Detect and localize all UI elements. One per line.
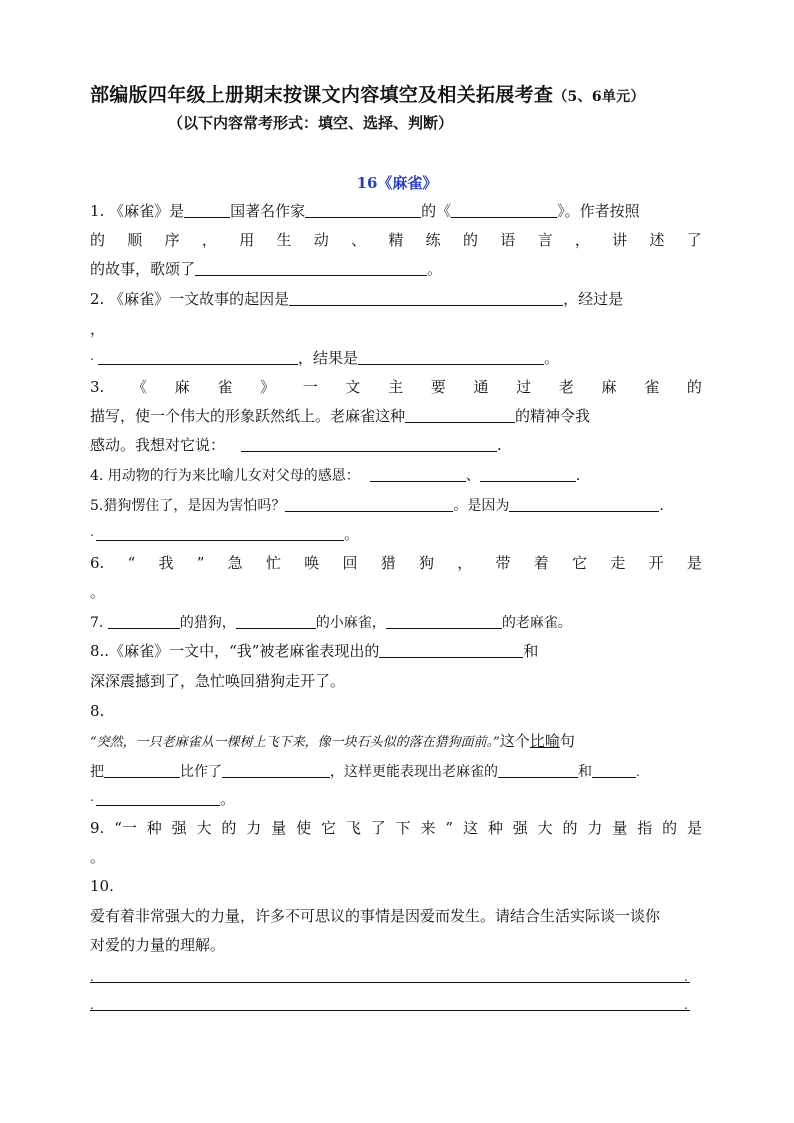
q2-text-d: 。 [544,349,560,367]
q8b-dot-2: . [90,790,94,804]
q6-line-1-char: 是 [686,554,702,572]
q8b-blank-5[interactable] [96,789,220,806]
q1-line-2-char: 语 [500,231,516,249]
q3-blank-spirit[interactable] [405,406,515,423]
q5-text-d: 。 [344,525,360,543]
q7-text-c: 的小麻雀， [315,615,386,631]
q8b-text-d: 把 [90,764,104,780]
q9-line-1-char: 下 [395,819,411,837]
q3-text-a: 描写，使一个伟大的形象跃然纸上。老麻雀这种 [90,407,406,425]
q1-line-2-char: 练 [425,231,441,249]
q3-line-1-char: 要 [430,378,446,396]
q7-blank-young[interactable] [236,612,316,629]
q1-line-2-char: 的 [90,231,106,249]
question-7 [90,612,572,633]
q1-line-2-char: 精 [388,231,404,249]
q6-line-1-char: “ [127,554,136,572]
q9-line-1-char: 的 [562,819,578,837]
q9-line-1-char: 量 [271,819,287,837]
q9-line-1-char: “一 [114,819,137,837]
q8a-text-a: 8..《麻雀》一文中，“我”被老麻雀表现出的 [90,642,380,660]
q1-line-2-char: ， [574,231,590,249]
q3-line-1-char: 文 [345,378,361,396]
q9-line-1-char: 9. [90,819,105,837]
question-6-line-1 [90,553,702,573]
q1-line-2-char: 顺 [127,231,143,249]
question-2-line-1 [90,289,623,309]
q2-blank-process[interactable] [98,348,298,365]
q2-blank-cause[interactable] [289,289,563,306]
question-10-line-1: 爱有着非常强大的力量，许多不可思议的事情是因爱而发生。请结合生活实际谈一谈你 [90,907,661,925]
q1-line-2-char: 言 [537,231,553,249]
q5-blank-1[interactable] [285,495,453,512]
q7-text-b: 的猎狗， [179,615,236,631]
q8b-blank-4[interactable] [592,761,636,778]
q3-line-1-char: 通 [473,378,489,396]
answer-line-2[interactable] [90,1010,690,1011]
question-3-line-2 [90,406,590,426]
question-8b-line-3 [90,789,235,809]
q9-line-1-char: 量 [612,819,628,837]
q8b-text-g: 和 [578,764,592,780]
q7-text-d: 的老麻雀。 [501,615,572,631]
q5-text-b: 。是因为 [453,498,510,514]
q7-blank-old[interactable] [386,612,502,629]
q6-line-1-char: 猎 [380,554,396,572]
q3-line-1-char: 《 [131,378,147,396]
q1-line-2-char: 、 [351,231,367,249]
q1-line-2-char: 述 [649,231,665,249]
q8b-text-f: ，这样更能表现出老麻雀的 [330,764,498,780]
q1-line-2-char: 动 [313,231,329,249]
q9-line-1-char: 使 [296,819,312,837]
question-9-end: 。 [90,848,106,866]
question-5-line-1 [90,495,664,516]
q2-text-a: 2. 《麻雀》一文故事的起因是 [90,290,290,308]
q2-text-b: ，经过是 [563,290,624,308]
q4-text-a: 4. 用动物的行为来比喻儿女对父母的感恩： [90,468,360,484]
q9-line-1-char: 种 [146,819,162,837]
q8b-blank-2[interactable] [222,761,330,778]
q3-text-d: . [497,436,502,454]
page-title [90,80,730,107]
q8a-text-b: 和 [523,642,539,660]
q1-text-e: 的故事，歌颂了 [90,260,196,278]
question-8b-line-2 [90,761,640,782]
question-1-line-2 [90,230,702,250]
q1-blank-work[interactable] [451,201,557,218]
q9-line-1-char: 力 [587,819,603,837]
q9-line-1-char: 这 [462,819,478,837]
q4-blank-1[interactable] [370,465,466,482]
q9-line-1-char: 的 [662,819,678,837]
question-8a-line-1 [90,641,538,661]
q9-line-1-char: 强 [171,819,187,837]
question-10-number: 10. [90,877,114,895]
question-8b-line-1 [90,731,575,753]
q1-line-2-char: 序 [164,231,180,249]
q1-text-b: 国著名作家 [230,202,306,220]
question-10-line-2: 对爱的力量的理解。 [90,936,226,954]
q6-line-1-char: 忙 [265,554,281,572]
q9-line-1-char: 飞 [345,819,361,837]
q3-text-b: 的精神令我 [515,407,591,425]
q8a-blank[interactable] [379,641,523,658]
q6-line-1-char: 狗 [419,554,435,572]
page-title-text: 部编版四年级上册期末按课文内容填空及相关拓展考查 [90,84,554,106]
q1-blank-author[interactable] [305,201,421,218]
q6-line-1-char: 回 [342,554,358,572]
q3-line-1-char: 雀 [217,378,233,396]
q3-text-c: 感动。我想对它说： [90,436,226,454]
q4-blank-2[interactable] [480,465,576,482]
q1-text-d: 》。作者按照 [557,202,640,220]
q9-line-1-char: 大 [196,819,212,837]
q2-dot: . [90,349,94,363]
q1-line-2-char: 用 [239,231,255,249]
q1-line-2-char: 生 [276,231,292,249]
q9-line-1-char: 来 [420,819,436,837]
q6-line-1-char: ” [196,554,205,572]
page-subtitle: （以下内容常考形式：填空、选择、判断） [168,114,454,132]
q8b-text-c: 句 [559,732,575,750]
q1-line-2-char: ， [201,231,217,249]
q8b-text-a: 这个 [499,732,530,750]
q6-line-1-char: 6. [90,554,105,572]
q8b-text-h: 。 [220,790,236,808]
q6-line-1-char: 唤 [304,554,320,572]
q6-line-1-char: 开 [648,554,664,572]
q6-line-1-char: 着 [533,554,549,572]
lesson-title: 16《麻雀》 [356,174,438,192]
q3-line-1-char: 一 [302,378,318,396]
q8b-text-e: 比作了 [180,764,222,780]
question-2-comma: ， [90,320,106,338]
q1-line-2-char: 了 [686,231,702,249]
q6-line-1-char: 我 [158,554,174,572]
question-3-line-1 [90,377,702,397]
q9-line-1-char: 指 [637,819,653,837]
q3-line-1-char: 麻 [601,378,617,396]
q4-text-b: 、 [465,468,480,484]
q1-text-a: 1. 《麻雀》是 [90,202,185,220]
q5-text-a: 5.猎狗愣住了，是因为害怕吗？ [90,498,286,514]
q3-line-1-char: 的 [686,378,702,396]
question-9-line-1 [90,818,702,838]
q3-line-1-char: 主 [388,378,404,396]
q5-text-c: . [659,498,664,514]
q9-line-1-char: 它 [320,819,336,837]
q3-line-1-char: 过 [516,378,532,396]
q9-line-1-char: 的 [221,819,237,837]
q6-line-1-char: 走 [610,554,626,572]
q2-text-c: ，结果是 [298,349,359,367]
question-8b-number: 8. [90,702,105,720]
page-title-units: （5、6单元） [553,89,645,105]
q9-line-1-char: 力 [246,819,262,837]
q1-text-f: 。 [427,260,443,278]
answer-line-1[interactable] [90,982,690,983]
question-2-line-3 [90,348,559,368]
q8b-dot-1: . [636,765,640,779]
q3-line-1-char: 》 [260,378,276,396]
q8b-text-simile: 比喻 [529,732,560,750]
answer-line-2-dot-right: . [684,998,688,1012]
q8b-quote: “突然，一只老麻雀从一棵树上飞下来，像一块石头似的落在猎狗面前。” [90,735,500,750]
q9-line-1-char: 大 [537,819,553,837]
question-1-line-1 [90,201,640,221]
answer-line-1-dot-right: . [684,970,688,984]
q6-line-1-char: 急 [227,554,243,572]
q9-line-1-char: 了 [370,819,386,837]
answer-line-1-dot-left: . [90,970,94,984]
q3-line-1-char: 老 [558,378,574,396]
q3-line-1-char: 雀 [644,378,660,396]
question-3-line-3 [90,435,502,455]
q5-dot: . [90,525,94,539]
q1-line-2-char: 的 [462,231,478,249]
q6-line-1-char: 带 [495,554,511,572]
q5-blank-2[interactable] [509,495,659,512]
question-1-line-3 [90,259,442,279]
q7-blank-dog[interactable] [108,612,180,629]
question-5-line-2 [90,524,359,544]
q4-text-c: . [575,468,581,484]
q8b-blank-1[interactable] [104,761,180,778]
q1-line-2-char: 讲 [612,231,628,249]
q3-blank-words[interactable] [241,435,497,452]
q3-line-1-char: 3. [90,378,105,396]
question-4 [90,465,580,486]
question-6-end: 。 [90,583,106,601]
q7-text-a: 7. [90,615,108,631]
q9-line-1-char: ” [445,819,454,837]
q1-blank-country[interactable] [184,201,230,218]
question-8a-line-2: 深深震撼到了，急忙唤回猎狗走开了。 [90,672,346,690]
q9-line-1-char: 是 [686,819,702,837]
q9-line-1-char: 种 [487,819,503,837]
q1-blank-praise[interactable] [195,259,427,276]
q2-blank-result[interactable] [358,348,544,365]
answer-line-2-dot-left: . [90,998,94,1012]
q6-line-1-char: ， [457,554,473,572]
q3-line-1-char: 麻 [174,378,190,396]
q1-text-c: 的《 [421,202,452,220]
q8b-blank-3[interactable] [498,761,578,778]
q5-blank-3[interactable] [96,524,344,541]
q6-line-1-char: 它 [572,554,588,572]
q9-line-1-char: 强 [512,819,528,837]
